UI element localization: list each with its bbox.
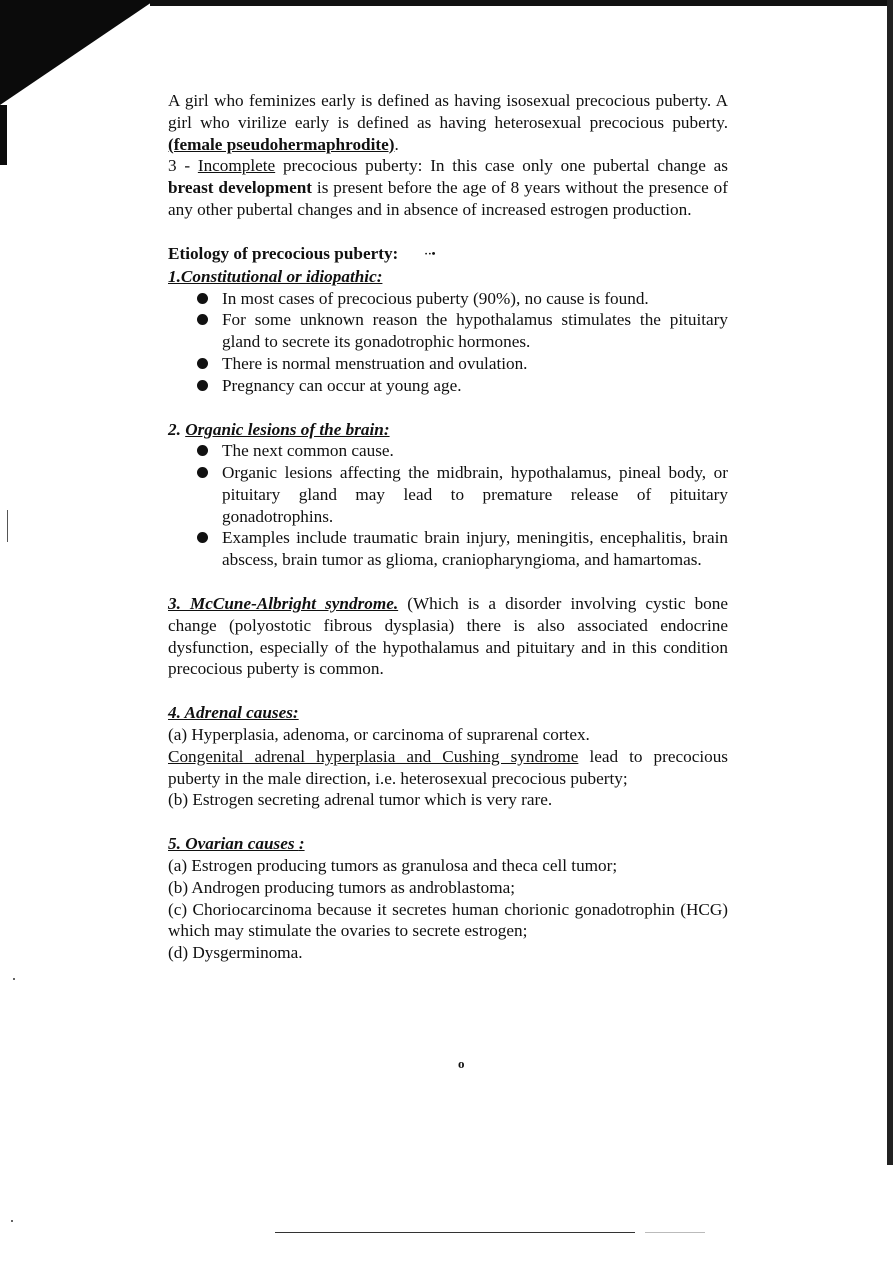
ovarian-line: (a) Estrogen producing tumors as granulosa and theca cell tumor; — [168, 856, 618, 876]
section-5-title: 5. Ovarian causes : — [168, 834, 305, 854]
scan-top-edge — [150, 0, 893, 6]
section-3-paragraph: 3. McCune-Albright syndrome. (Which is a disorder involving cystic bone change (polyostotic fibrous dysplasia) there is also associated endocrine dysfunction, especially of the hypothalamus and pituitary and in this condition precocious puberty is common. — [168, 594, 728, 679]
scan-left-shadow — [0, 105, 7, 165]
incomplete-paragraph: 3 - Incomplete precocious puberty: In this case only one pubertal change as breast development is present before the age of 8 years without the presence of any other pubertal changes and in absence of increased estrogen production. — [168, 156, 728, 219]
scan-speck — [13, 978, 15, 980]
etiology-heading: Etiology of precocious puberty: ··• — [168, 243, 728, 266]
section-2-list — [168, 440, 728, 571]
ovarian-line: (d) Dysgerminoma. — [168, 943, 303, 963]
incomplete-label: Incomplete — [197, 156, 276, 176]
ovarian-line: (b) Androgen producing tumors as androblastoma; — [168, 877, 516, 897]
ovarian-line: (c) Choriocarcinoma because it secretes human chorionic gonadotrophin (HCG) which may stimulate the ovaries to secrete estrogen; — [168, 899, 728, 941]
scan-artifact — [7, 510, 8, 542]
pseudohermaphrodite-term: (female pseudohermaphrodite) — [168, 134, 395, 154]
scan-speck — [11, 1220, 13, 1222]
list-item: Examples include traumatic brain injury, meningitis, encephalitis, brain abscess, brain tumor as glioma, craniopharyngioma, and hamartomas. — [168, 527, 728, 571]
list-item: There is normal menstruation and ovulation. — [168, 353, 728, 375]
intro-paragraph: A girl who feminizes early is defined as having isosexual precocious puberty. A girl who virilize early is defined as having heterosexual precocious puberty. (female pseudohermaphrodite). — [168, 91, 728, 154]
page-number-mark: o — [458, 1056, 465, 1071]
list-item: In most cases of precocious puberty (90%), no cause is found. — [168, 288, 728, 310]
bottom-rule-faint — [645, 1232, 705, 1233]
section-4-title: 4. Adrenal causes: — [168, 703, 299, 723]
section-1-list — [168, 288, 728, 397]
list-item: Organic lesions affecting the midbrain, hypothalamus, pineal body, or pituitary gland may lead to premature release of pituitary gonadotrophins. — [168, 462, 728, 527]
adrenal-cah-paragraph: Congenital adrenal hyperplasia and Cushing syndrome lead to precocious puberty in the male direction, i.e. heterosexual precocious puberty; — [168, 746, 728, 788]
section-2-title: 2. Organic lesions of the brain: — [168, 419, 390, 439]
adrenal-line-a: (a) Hyperplasia, adenoma, or carcinoma of suprarenal cortex. — [168, 725, 590, 745]
list-item: The next common cause. — [168, 440, 728, 462]
adrenal-line-b: (b) Estrogen secreting adrenal tumor which is very rare. — [168, 790, 553, 810]
list-item: Pregnancy can occur at young age. — [168, 375, 728, 397]
scan-right-edge — [887, 0, 893, 1165]
list-item: For some unknown reason the hypothalamus stimulates the pituitary gland to secrete its gonadotrophic hormones. — [168, 309, 728, 353]
breast-development-term: breast development — [168, 178, 312, 198]
section-3-title: 3. McCune-Albright syndrome. — [168, 594, 399, 614]
stray-mark: ··• — [424, 247, 436, 260]
scan-corner-shadow — [0, 0, 155, 105]
section-1-title: 1.Constitutional or idiopathic: — [168, 266, 383, 286]
bottom-rule — [275, 1232, 635, 1233]
document-body — [168, 90, 728, 964]
